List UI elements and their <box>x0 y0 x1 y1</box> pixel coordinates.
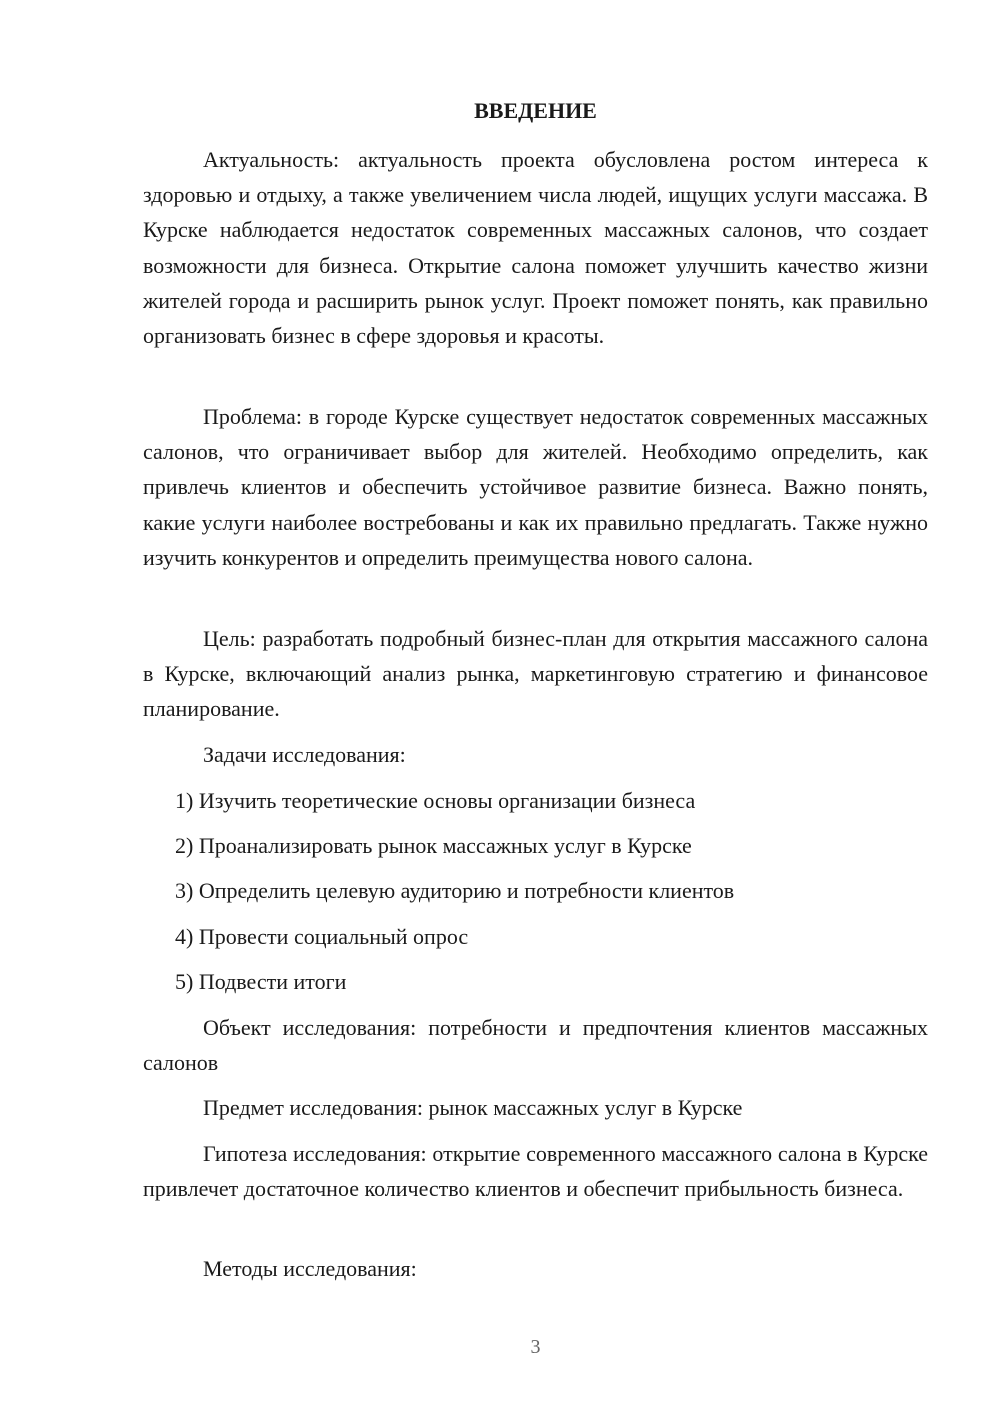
page-number: 3 <box>530 1336 541 1358</box>
list-item: 1) Изучить теоретические основы организации бизнеса <box>175 788 696 813</box>
paragraph-hypothesis: Гипотеза исследования: открытие современного массажного салона в Курске привлечет достаточное количество клиентов и обеспечит прибыльность бизнеса. <box>143 1141 928 1202</box>
methods-heading: Методы исследования: <box>203 1256 417 1281</box>
paragraph-object: Объект исследования: потребности и предпочтения клиентов массажных салонов <box>143 1015 928 1076</box>
list-item: 4) Провести социальный опрос <box>175 924 469 949</box>
paragraph-relevance: Актуальность: актуальность проекта обусловлена ростом интереса к здоровью и отдыху, а также увеличением числа людей, ищущих услуги массажа. В Курске наблюдается недостаток современных массажных салонов, что создает возможности для бизнеса. Открытие салона поможет улучшить качество жизни жителей города и расширить рынок услуг. Проект поможет понять, как правильно организовать бизнес в сфере здоровья и красоты. <box>143 147 928 349</box>
paragraph-goal: Цель: разработать подробный бизнес-план для открытия массажного салона в Курске, включающий анализ рынка, маркетинговую стратегию и финансовое планирование. <box>143 626 928 722</box>
document-page <box>143 0 928 1414</box>
list-item: 3) Определить целевую аудиторию и потребности клиентов <box>175 878 735 903</box>
list-item: 5) Подвести итоги <box>175 969 347 994</box>
page-title: ВВЕДЕНИЕ <box>474 98 597 123</box>
tasks-heading: Задачи исследования: <box>203 742 406 767</box>
paragraph-subject: Предмет исследования: рынок массажных услуг в Курске <box>203 1095 743 1120</box>
list-item: 2) Проанализировать рынок массажных услуг в Курске <box>175 833 692 858</box>
paragraph-problem: Проблема: в городе Курске существует недостаток современных массажных салонов, что ограничивает выбор для жителей. Необходимо определить, как привлечь клиентов и обеспечить устойчивое развитие бизнеса. Важно понять, какие услуги наиболее востребованы и как их правильно предлагать. Также нужно изучить конкурентов и определить преимущества нового салона. <box>143 404 928 570</box>
